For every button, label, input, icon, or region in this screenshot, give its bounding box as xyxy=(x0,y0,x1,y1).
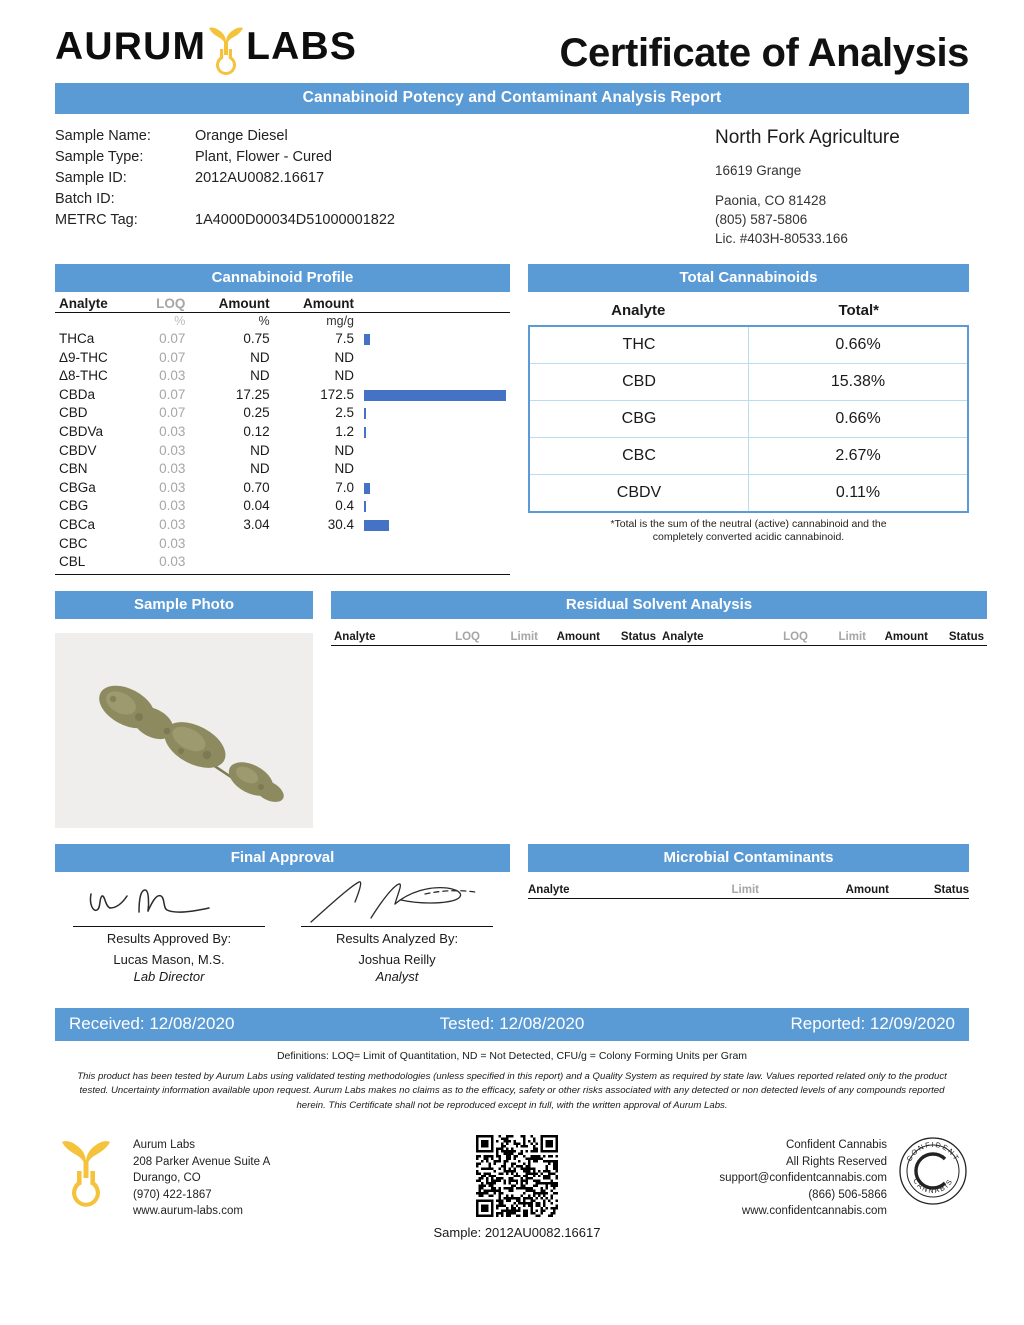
col-amount: Amount xyxy=(845,883,889,896)
total-value: 15.38% xyxy=(749,364,969,401)
sample-id-value: 2012AU0082.16617 xyxy=(195,170,325,186)
analyst-caption: Results Analyzed By: xyxy=(335,930,459,946)
analyte-loq: 0.03 xyxy=(159,516,186,532)
client-street: 16619 Grange xyxy=(715,163,802,178)
cannabinoid-profile-table xyxy=(55,294,510,575)
analyte-name: THCa xyxy=(59,331,95,346)
unit-loq: % xyxy=(174,314,186,328)
cannabinoid-profile-section xyxy=(55,264,510,575)
sample-photo-image xyxy=(55,633,313,828)
page-footer xyxy=(55,1135,969,1240)
analyte-bar-cell xyxy=(358,349,510,368)
col-loq: LOQ xyxy=(136,294,189,313)
analyte-amount-pct: ND xyxy=(250,442,270,458)
page-header xyxy=(55,0,969,75)
table-row xyxy=(55,553,510,574)
analyte-amount-pct: 0.70 xyxy=(243,479,270,495)
analyte-bar-cell xyxy=(358,497,510,516)
analyte-amount-mgg: ND xyxy=(334,368,354,384)
analyte-amount-pct: ND xyxy=(250,349,270,365)
table-row xyxy=(55,367,510,386)
sample-info-section xyxy=(55,126,969,248)
amount-bar xyxy=(364,483,370,494)
analyte-loq: 0.03 xyxy=(159,368,186,384)
svg-text:CONFIDENT: CONFIDENT xyxy=(904,1140,962,1164)
sample-type-value: Plant, Flower - Cured xyxy=(195,149,332,165)
signature-image-approver xyxy=(69,878,269,926)
disclaimer-text: This product has been tested by Aurum Labs using validated testing methodologies (unless specified in this report) and a Quality System as required by state law. Values reported related only to the product tested. Uncertainty information available upon request. Aurum Labs makes no claims as to the efficacy, safety or other risks associated with any detected or non detected levels of any compounds reported herein. This Certificate shall not be reproduced except in full, with the written approval of Aurum Labs. xyxy=(77,1070,947,1111)
analyte-amount-mgg: 172.5 xyxy=(320,386,354,402)
total-cannabinoids-table xyxy=(528,325,969,513)
cc-phone: (866) 506-5866 xyxy=(808,1188,887,1201)
analyte-loq: 0.07 xyxy=(159,331,186,346)
table-row xyxy=(55,330,510,349)
total-cannabinoids-header: Total Cannabinoids xyxy=(528,264,969,292)
confident-cannabis-seal-icon xyxy=(897,1135,969,1207)
col-amount: Amount xyxy=(884,630,928,643)
analyte-name: CBG xyxy=(59,498,89,514)
analyte-bar-cell xyxy=(358,442,510,461)
col-limit: Limit xyxy=(510,630,538,643)
microbial-contaminants-section xyxy=(528,844,969,984)
lab-phone: (970) 422-1867 xyxy=(133,1188,212,1201)
table-row xyxy=(529,438,968,475)
table-row xyxy=(55,386,510,405)
aurum-labs-logo xyxy=(55,19,357,75)
table-row xyxy=(55,535,510,554)
analyte-bar-cell xyxy=(358,553,510,574)
analyte-amount-mgg: 30.4 xyxy=(327,516,354,532)
analyte-name: CBDVa xyxy=(59,423,104,439)
analyte-amount-mgg: ND xyxy=(334,349,354,365)
analyte-amount-pct: 17.25 xyxy=(235,386,270,402)
client-city-state-zip: Paonia, CO 81428 xyxy=(715,193,827,208)
sample-info-list xyxy=(55,126,515,248)
lab-name: Aurum Labs xyxy=(133,1139,196,1152)
analyte-amount-pct: 0.12 xyxy=(243,423,270,439)
sample-name-label: Sample Name: xyxy=(55,128,151,144)
total-value: 0.66% xyxy=(749,401,969,438)
residual-solvent-header: Residual Solvent Analysis xyxy=(331,591,987,619)
sample-id-label: Sample ID: xyxy=(55,170,127,186)
confident-cannabis-block xyxy=(639,1135,969,1220)
analyte-bar-cell xyxy=(358,516,510,535)
col-analyte: Analyte xyxy=(55,294,136,313)
final-approval-header: Final Approval xyxy=(55,844,510,872)
analyte-bar-cell xyxy=(358,386,510,405)
table-row xyxy=(55,423,510,442)
analyte-amount-mgg: ND xyxy=(334,442,354,458)
units-row xyxy=(55,313,510,331)
sample-info-row xyxy=(55,147,515,168)
cannabinoid-profile-header: Cannabinoid Profile xyxy=(55,264,510,292)
total-value: 2.67% xyxy=(749,438,969,475)
table-row xyxy=(55,479,510,498)
analyte-bar-cell xyxy=(358,535,510,554)
total-analyte: THC xyxy=(529,326,749,364)
cc-contact-text xyxy=(719,1135,887,1220)
microbial-contaminants-header: Microbial Contaminants xyxy=(528,844,969,872)
col-amount: Amount xyxy=(556,630,600,643)
analyte-bar-cell xyxy=(358,367,510,386)
analyte-amount-pct xyxy=(189,535,273,554)
analyte-name: CBD xyxy=(59,405,88,421)
analyte-bar-cell xyxy=(358,404,510,423)
page-title: Certificate of Analysis xyxy=(559,31,969,75)
analyte-name: CBL xyxy=(55,553,136,574)
aurum-flask-sprout-logo-icon xyxy=(55,1135,117,1213)
amount-bar xyxy=(364,334,370,345)
total-analyte: CBDV xyxy=(529,475,749,513)
dates-bar xyxy=(55,1008,969,1041)
cc-website[interactable]: www.confidentcannabis.com xyxy=(741,1205,887,1218)
unit-mgg: mg/g xyxy=(326,314,354,328)
analyte-name: CBN xyxy=(59,461,88,477)
analyte-amount-pct: ND xyxy=(250,461,270,477)
table-row xyxy=(55,404,510,423)
total-value: 0.11% xyxy=(749,475,969,513)
definitions-text: Definitions: LOQ= Limit of Quantitation, ND = Not Detected, CFU/g = Colony Forming Units per Gram xyxy=(276,1049,748,1062)
amount-bar xyxy=(364,501,366,512)
analyte-loq: 0.07 xyxy=(159,349,186,365)
client-name: North Fork Agriculture xyxy=(715,127,900,148)
report-subtitle-bar: Cannabinoid Potency and Contaminant Analysis Report xyxy=(55,83,969,114)
note-line-2: completely converted acidic cannabinoid. xyxy=(652,531,845,543)
sample-info-row xyxy=(55,168,515,189)
analyte-name: CBDV xyxy=(59,442,97,458)
col-status: Status xyxy=(620,630,656,643)
cc-email[interactable]: support@confidentcannabis.com xyxy=(719,1172,887,1185)
batch-id-label: Batch ID: xyxy=(55,191,115,207)
cc-name: Confident Cannabis xyxy=(785,1139,887,1152)
col-analyte: Analyte xyxy=(611,302,666,319)
col-amount-mgg: Amount xyxy=(274,294,358,313)
date-reported: Reported: 12/09/2020 xyxy=(790,1013,955,1033)
amount-bar xyxy=(364,408,366,419)
analyte-name: CBCa xyxy=(59,516,96,532)
client-license: Lic. #403H-80533.166 xyxy=(715,231,848,246)
analyte-amount-mgg xyxy=(274,535,358,554)
total-analyte: CBC xyxy=(529,438,749,475)
total-cannabinoids-note xyxy=(528,518,969,544)
col-status: Status xyxy=(948,630,984,643)
analyst-role: Analyst xyxy=(375,968,419,984)
residual-solvent-col-group-right xyxy=(659,631,987,645)
col-loq: LOQ xyxy=(783,630,808,643)
analyte-amount-mgg: ND xyxy=(334,461,354,477)
approver-caption: Results Approved By: xyxy=(106,930,232,946)
col-amount-pct: Amount xyxy=(189,294,273,313)
analyte-amount-mgg xyxy=(274,553,358,574)
signature-row xyxy=(55,878,510,984)
aurum-flask-sprout-logo-icon xyxy=(204,23,248,79)
total-analyte: CBG xyxy=(529,401,749,438)
analyte-amount-mgg: 0.4 xyxy=(335,498,354,514)
final-approval-section xyxy=(55,844,510,984)
col-analyte: Analyte xyxy=(334,630,376,643)
total-analyte: CBD xyxy=(529,364,749,401)
signature-block-approver xyxy=(55,878,283,984)
lab-address: 208 Parker Avenue Suite A xyxy=(133,1155,271,1168)
logo-text-right: LABS xyxy=(246,25,358,68)
residual-solvent-col-headers xyxy=(331,631,987,646)
qr-caption: Sample: 2012AU0082.16617 xyxy=(433,1225,601,1241)
amount-bar xyxy=(364,390,506,401)
analyte-bar-cell xyxy=(358,460,510,479)
analyte-name: CBDa xyxy=(59,386,96,402)
sample-info-row xyxy=(55,189,515,210)
amount-bar xyxy=(364,427,366,438)
table-row xyxy=(55,442,510,461)
analyte-name: Δ8-THC xyxy=(59,368,108,384)
sample-name-value: Orange Diesel xyxy=(195,128,288,144)
table-row xyxy=(529,401,968,438)
qr-block xyxy=(395,1135,639,1240)
analyte-bar-cell xyxy=(358,479,510,498)
col-status: Status xyxy=(933,883,969,896)
approver-name: Lucas Mason, M.S. xyxy=(113,951,225,967)
analyte-amount-pct: 3.04 xyxy=(243,516,270,532)
analyte-amount-mgg: 1.2 xyxy=(335,423,354,439)
analyte-loq: 0.03 xyxy=(159,535,186,551)
unit-bar xyxy=(358,313,510,331)
lab-city: Durango, CO xyxy=(133,1172,201,1185)
metrc-tag-value: 1A4000D00034D51000001822 xyxy=(195,212,395,228)
sample-info-row xyxy=(55,210,515,231)
signature-image-analyst xyxy=(297,878,497,926)
analyte-loq: 0.03 xyxy=(159,461,186,477)
col-bar xyxy=(358,294,510,313)
svg-text:CANNABIS: CANNABIS xyxy=(911,1176,955,1196)
unit-pct: % xyxy=(258,314,270,328)
analyte-amount-pct xyxy=(189,553,273,574)
analyte-loq: 0.03 xyxy=(136,553,189,574)
microbial-col-headers xyxy=(528,884,969,899)
col-total: Total* xyxy=(838,302,880,319)
total-value: 0.66% xyxy=(749,326,969,364)
sample-photo-section xyxy=(55,591,313,828)
col-limit: Limit xyxy=(838,630,866,643)
analyte-loq: 0.07 xyxy=(159,405,186,421)
analyte-amount-mgg: 2.5 xyxy=(335,405,354,421)
analyte-loq: 0.03 xyxy=(159,498,186,514)
analyte-bar-cell xyxy=(358,330,510,349)
table-row xyxy=(55,460,510,479)
col-analyte: Analyte xyxy=(528,883,570,896)
lab-contact-text xyxy=(133,1135,270,1220)
signature-block-analyst xyxy=(283,878,511,984)
sample-type-label: Sample Type: xyxy=(55,149,144,165)
note-line-1: *Total is the sum of the neutral (active) cannabinoid and the xyxy=(610,518,887,530)
qr-code[interactable] xyxy=(476,1135,558,1217)
table-row xyxy=(55,516,510,535)
metrc-tag-label: METRC Tag: xyxy=(55,212,138,228)
analyte-name: CBC xyxy=(59,535,88,551)
analyte-amount-pct: ND xyxy=(250,368,270,384)
analyte-amount-mgg: 7.0 xyxy=(335,479,354,495)
table-row xyxy=(529,364,968,401)
col-analyte: Analyte xyxy=(662,630,704,643)
analyte-name: CBGa xyxy=(59,479,96,495)
table-row xyxy=(529,475,968,513)
analyte-amount-pct: 0.25 xyxy=(243,405,270,421)
table-row xyxy=(529,326,968,364)
sample-photo-header: Sample Photo xyxy=(55,591,313,619)
analyte-loq: 0.03 xyxy=(159,479,186,495)
unit-blank xyxy=(55,313,136,331)
lab-contact-block xyxy=(55,1135,395,1220)
cc-rights: All Rights Reserved xyxy=(786,1155,887,1168)
logo-text-left: AURUM xyxy=(55,25,207,68)
client-info xyxy=(515,126,969,248)
client-phone: (805) 587-5806 xyxy=(715,212,808,227)
analyte-loq: 0.07 xyxy=(159,386,186,402)
analyte-amount-pct: 0.75 xyxy=(243,331,270,346)
total-cannabinoids-col-headers xyxy=(528,302,969,319)
analyte-amount-pct: 0.04 xyxy=(243,498,270,514)
table-row xyxy=(55,349,510,368)
analyst-name: Joshua Reilly xyxy=(358,951,436,967)
sample-info-row xyxy=(55,126,515,147)
analyte-name: Δ9-THC xyxy=(59,349,108,365)
analyte-bar-cell xyxy=(358,423,510,442)
lab-website[interactable]: www.aurum-labs.com xyxy=(133,1205,243,1218)
col-loq: LOQ xyxy=(455,630,480,643)
date-tested: Tested: 12/08/2020 xyxy=(439,1013,585,1033)
analyte-loq: 0.03 xyxy=(159,423,186,439)
table-row xyxy=(55,497,510,516)
date-received: Received: 12/08/2020 xyxy=(69,1013,235,1033)
analyte-loq: 0.03 xyxy=(159,442,186,458)
table-header-row xyxy=(55,294,510,313)
residual-solvent-col-group-left xyxy=(331,631,659,645)
col-limit: Limit xyxy=(731,883,759,896)
residual-solvent-section xyxy=(331,591,987,828)
total-cannabinoids-section xyxy=(528,264,969,575)
approver-role: Lab Director xyxy=(133,968,205,984)
amount-bar xyxy=(364,520,389,531)
analyte-amount-mgg: 7.5 xyxy=(335,331,354,346)
